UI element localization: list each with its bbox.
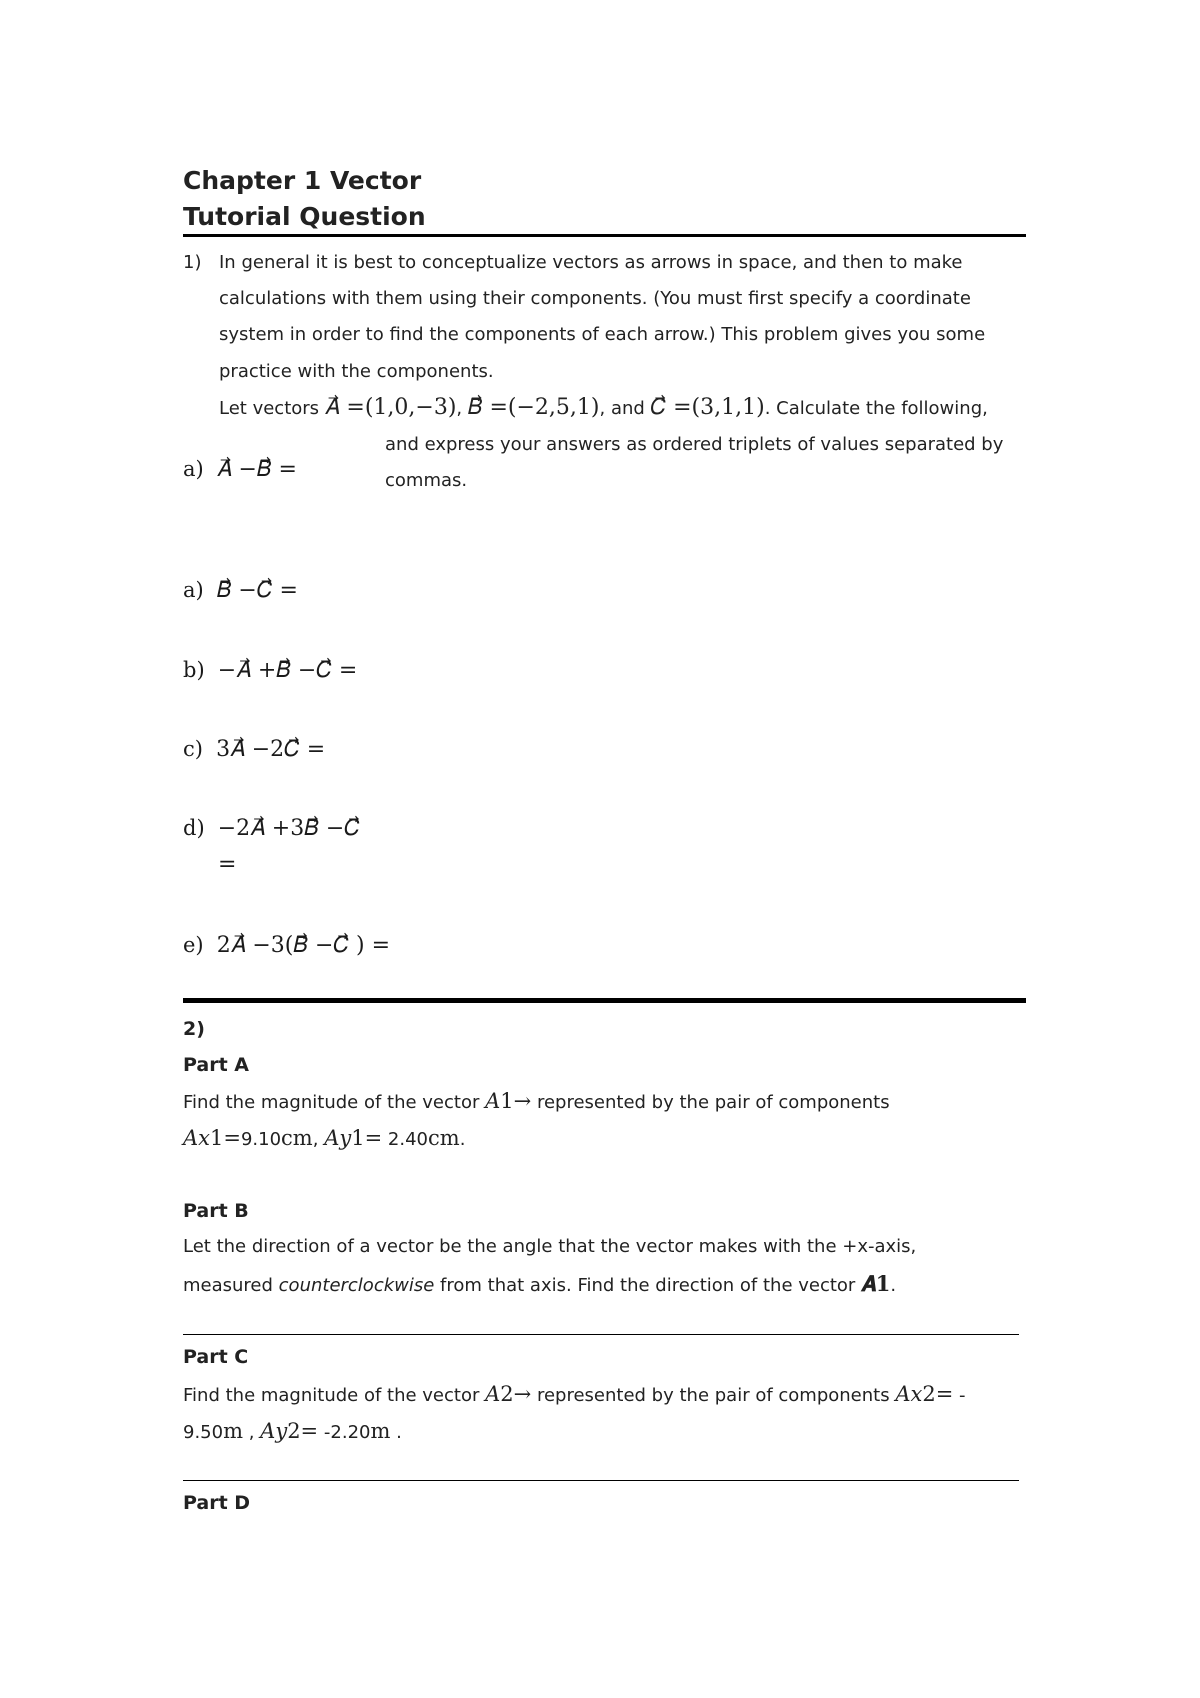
- unit-m-1: m: [223, 1419, 243, 1443]
- ay1-symbol: 𝐴𝑦1=: [324, 1126, 383, 1150]
- part-a-heading: Part A: [183, 1054, 250, 1076]
- period: .: [390, 1422, 402, 1443]
- period: .: [890, 1275, 897, 1296]
- vector-a1-bold: 𝑨𝟏: [861, 1271, 891, 1296]
- q1-text-line-3: system in order to find the components of each arrow.) This problem gives you some: [219, 324, 986, 345]
- part-b-text-pre: measured: [183, 1275, 279, 1296]
- chapter-title: Chapter 1 Vector: [183, 166, 422, 195]
- ay2-symbol: 𝐴𝑦2=: [260, 1419, 319, 1443]
- let-suffix: . Calculate the following,: [764, 398, 988, 419]
- q2-number: 2): [183, 1018, 205, 1040]
- part-d-heading: Part D: [183, 1492, 251, 1514]
- part-b-text-post: from that axis. Find the direction of the vector: [434, 1275, 862, 1296]
- section-divider: [183, 998, 1026, 1003]
- item-expr: −𝐴⃗ +𝐵⃗ −𝐶⃗ =: [217, 658, 358, 683]
- q1-number: 1): [183, 252, 202, 273]
- ax1-value: 9.10: [240, 1129, 282, 1150]
- item-label: c): [183, 737, 203, 761]
- ax2-value: 9.50: [183, 1422, 224, 1443]
- q1-let-line: [219, 390, 988, 427]
- part-c-text-mid: represented by the pair of components: [531, 1385, 896, 1406]
- q1-item-c: [183, 737, 325, 762]
- q1-instruction-line-2: commas.: [385, 470, 468, 491]
- item-expr: 𝐵⃗ −𝐶⃗ =: [216, 578, 298, 603]
- vector-a1: 𝐴1→: [485, 1089, 532, 1113]
- ay1-value: 2.40: [382, 1129, 428, 1150]
- sep: ,: [243, 1422, 261, 1443]
- unit-m-2: m: [370, 1419, 391, 1443]
- q1-text-line-2: calculations with them using their components. (You must first specify a coordinate: [219, 288, 971, 309]
- vector-a2: 𝐴2→: [485, 1382, 532, 1406]
- q1-item-d-equals: =: [218, 852, 237, 877]
- part-divider-1: [183, 1334, 1019, 1335]
- q1-text-line-4: practice with the components.: [219, 361, 494, 382]
- part-c-text-end: -: [953, 1385, 966, 1406]
- ax2-symbol: 𝐴𝑥2=: [895, 1382, 954, 1406]
- q1-item-e: [183, 933, 390, 958]
- q1-instruction-line-1: and express your answers as ordered triplets of values separated by: [385, 434, 1004, 455]
- part-a-line-2: [183, 1120, 465, 1158]
- period: .: [459, 1129, 466, 1150]
- ay2-value: -2.20: [318, 1422, 371, 1443]
- counterclockwise-text: counterclockwise: [278, 1275, 435, 1296]
- let-prefix: Let vectors: [219, 398, 325, 419]
- part-c-text-pre: Find the magnitude of the vector: [183, 1385, 486, 1406]
- unit-cm-2: cm: [428, 1126, 460, 1150]
- part-b-line-2: [183, 1266, 896, 1304]
- part-c-heading: Part C: [183, 1346, 249, 1368]
- vector-a-def: 𝐴⃗ =(1,0,−3): [324, 395, 457, 420]
- item-label: a): [183, 578, 204, 602]
- q1-text-line-1: In general it is best to conceptualize vectors as arrows in space, and then to make: [219, 252, 963, 273]
- part-b-line-1: Let the direction of a vector be the angle that the vector makes with the +x-axis,: [183, 1236, 917, 1257]
- q1-item-d: [183, 816, 360, 841]
- part-b-heading: Part B: [183, 1200, 249, 1222]
- part-c-line-1: [183, 1376, 966, 1414]
- item-expr: −2𝐴⃗ +3𝐵⃗ −𝐶⃗: [217, 816, 360, 841]
- section-title: Tutorial Question: [183, 202, 426, 231]
- part-a-text-post: represented by the pair of components: [531, 1092, 890, 1113]
- part-a-line-1: [183, 1083, 890, 1121]
- unit-cm-1: cm: [281, 1126, 313, 1150]
- title-underline: [183, 234, 1026, 237]
- sep-2: , and: [599, 398, 651, 419]
- item-expr: 𝐴⃗ −𝐵⃗ =: [216, 457, 297, 482]
- q1-item-a1: [183, 457, 297, 482]
- item-label: d): [183, 816, 205, 840]
- part-a-text: Find the magnitude of the vector: [183, 1092, 486, 1113]
- item-expr: 2𝐴⃗ −3(𝐵⃗ −𝐶⃗ ) =: [216, 933, 391, 958]
- q1-item-b: [183, 658, 357, 683]
- part-c-line-2: [183, 1413, 402, 1451]
- vector-b-def: 𝐵⃗ =(−2,5,1): [467, 395, 600, 420]
- item-label: e): [183, 933, 204, 957]
- part-divider-2: [183, 1480, 1019, 1481]
- q1-item-a2: [183, 578, 298, 603]
- vector-c-def: 𝐶⃗ =(3,1,1): [650, 395, 765, 420]
- item-label: a): [183, 457, 204, 481]
- sep: ,: [312, 1129, 325, 1150]
- sep-1: ,: [456, 398, 468, 419]
- item-expr: 3𝐴⃗ −2𝐶⃗ =: [216, 737, 326, 762]
- item-label: b): [183, 658, 205, 682]
- ax1-symbol: 𝐴𝑥1=: [183, 1126, 241, 1150]
